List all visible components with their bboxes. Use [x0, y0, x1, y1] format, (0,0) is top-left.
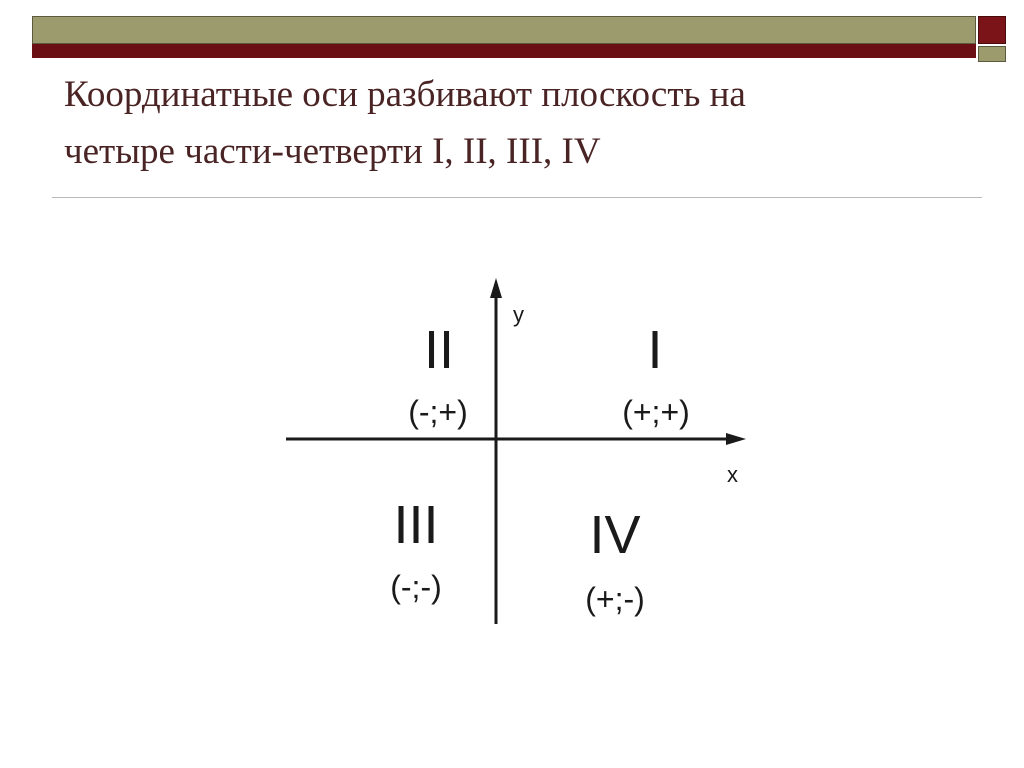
- quadrant-ii-signs: (-;+): [408, 394, 468, 430]
- quadrant-ii-numeral: II: [423, 320, 455, 380]
- slide-title-line-2: четыре части-четверти I, II, III, IV: [64, 131, 601, 172]
- quadrant-i-numeral: I: [647, 320, 663, 380]
- quadrant-iii-numeral: III: [393, 495, 439, 555]
- y-axis-arrowhead: [490, 278, 502, 298]
- x-axis-label: x: [727, 462, 738, 487]
- quadrant-iv-numeral: IV: [589, 505, 641, 565]
- y-axis-label: y: [513, 302, 524, 327]
- quadrant-iii-signs: (-;-): [390, 569, 442, 605]
- quadrant-i-signs: (+;+): [622, 394, 690, 430]
- quadrant-iv-signs: (+;-): [585, 581, 645, 617]
- slide-title-line-1: Координатные оси разбивают плоскость на: [64, 74, 746, 115]
- x-axis-arrowhead: [726, 433, 746, 445]
